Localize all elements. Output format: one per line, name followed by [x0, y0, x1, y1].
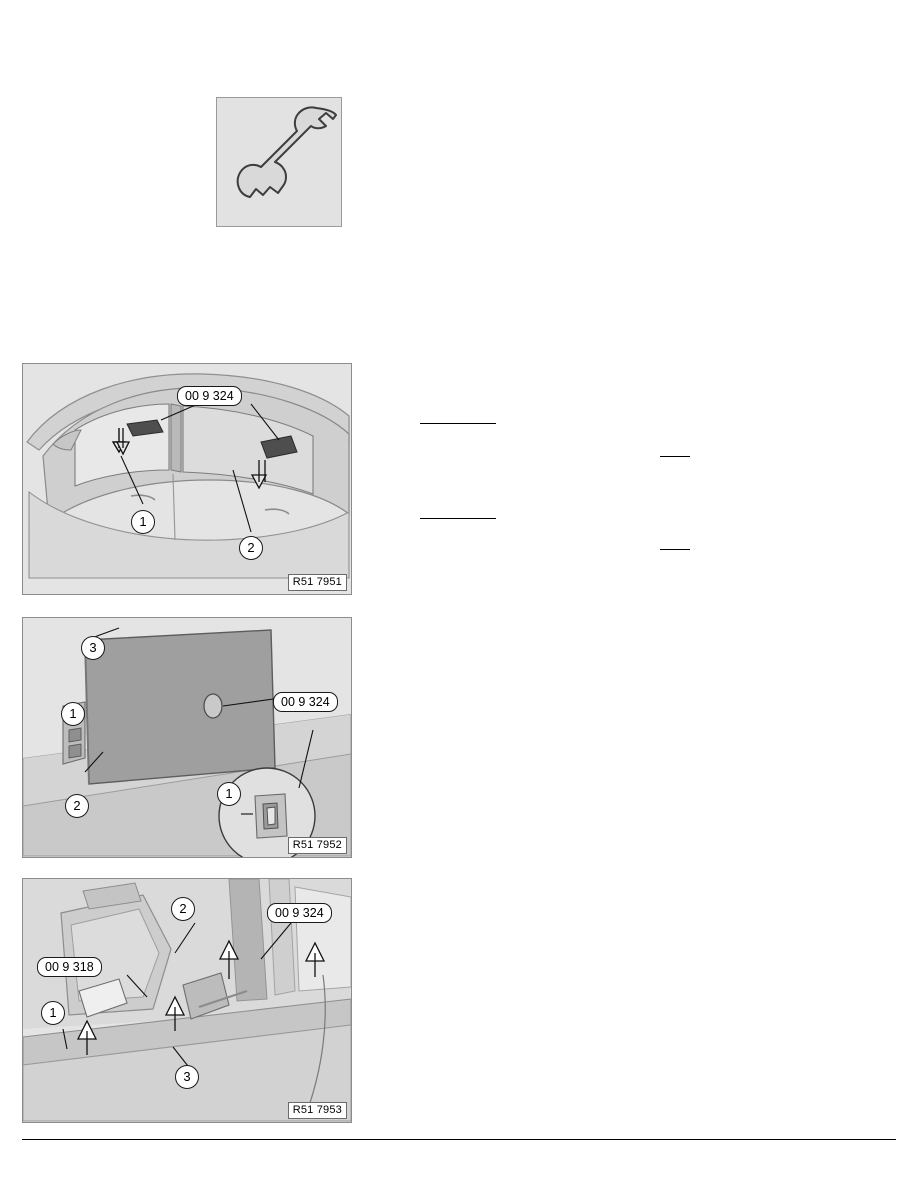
figure-2-illustration — [23, 618, 351, 857]
figure-3-part-number-324: 00 9 324 — [267, 903, 332, 923]
figure-3-callout-2: 2 — [171, 897, 195, 921]
figure-2-callout-2: 2 — [65, 794, 89, 818]
text-rule-2 — [660, 456, 690, 457]
tool-icon-box — [216, 97, 342, 227]
text-rule-3 — [420, 518, 496, 519]
figure-1-code: R51 7951 — [288, 574, 347, 591]
figure-1 — [22, 363, 352, 595]
figure-3-part-number-318: 00 9 318 — [37, 957, 102, 977]
figure-3 — [22, 878, 352, 1123]
figure-2-code: R51 7952 — [288, 837, 347, 854]
text-rule-4 — [660, 549, 690, 550]
wrench-icon — [217, 98, 341, 226]
figure-1-part-number: 00 9 324 — [177, 386, 242, 406]
figure-2-part-number: 00 9 324 — [273, 692, 338, 712]
page-footer-rule — [22, 1139, 896, 1140]
figure-2 — [22, 617, 352, 858]
figure-3-callout-3: 3 — [175, 1065, 199, 1089]
figure-2-callout-1: 1 — [61, 702, 85, 726]
figure-1-callout-2: 2 — [239, 536, 263, 560]
figure-3-code: R51 7953 — [288, 1102, 347, 1119]
text-rule-1 — [420, 423, 496, 424]
figure-2-callout-1-inset: 1 — [217, 782, 241, 806]
figure-2-callout-3: 3 — [81, 636, 105, 660]
figure-3-callout-1: 1 — [41, 1001, 65, 1025]
figure-1-callout-1: 1 — [131, 510, 155, 534]
